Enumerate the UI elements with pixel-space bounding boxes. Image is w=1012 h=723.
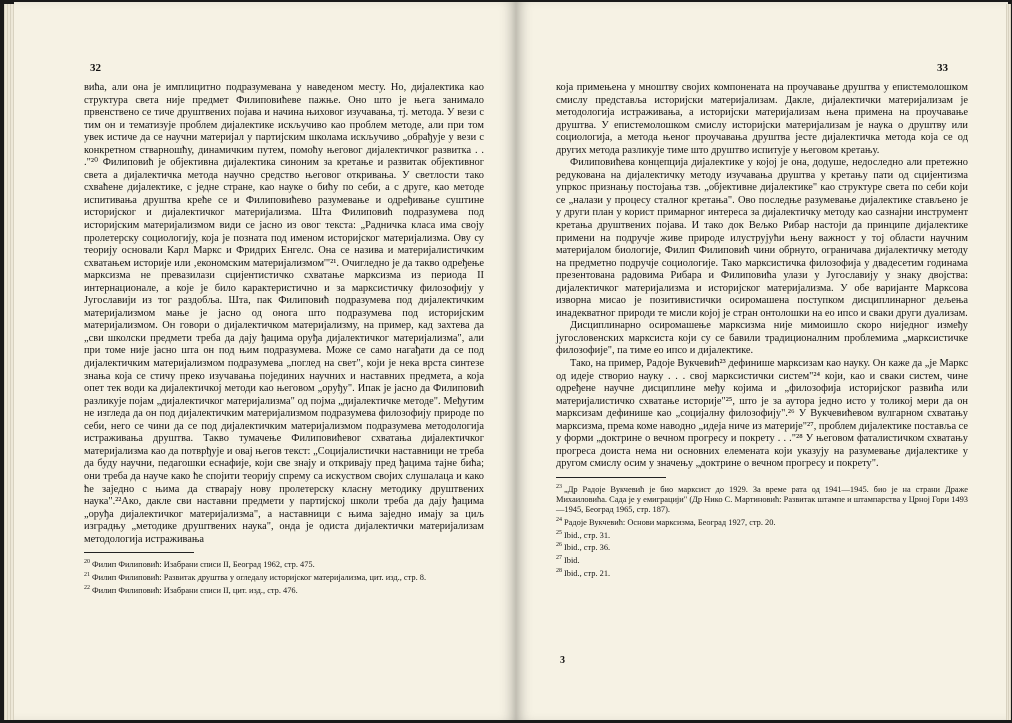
footnote-number: 20	[84, 559, 90, 566]
footnote	[84, 570, 484, 583]
footnote-text: Филип Филиповић: Изабрани списи II, Београд 1962, стр. 475.	[92, 560, 315, 570]
right-footnotes	[556, 482, 968, 579]
footnote-text: Радоје Вукчевић: Основи марксизма, Београд 1927, стр. 20.	[564, 517, 776, 527]
footnote-text: Ibid.	[564, 555, 580, 565]
footnote-text: Ibid., стр. 31.	[564, 530, 611, 540]
footnote	[556, 515, 968, 528]
footnote-text: Филип Филиповић: Изабрани списи II, цит. изд., стр. 476.	[92, 585, 298, 595]
footnote	[556, 553, 968, 566]
page-edges-right	[1006, 4, 1011, 720]
footnote-text: „Др Радоје Вукчевић је био марксист до 1929. За време рата од 1941—1945. био је на страни Драже Михаиловића. Сада је у емиграцији" (Др Нико С. Мартиновић: Развитак штампе и штампарства у Црној Гори 1493—1945, Београд 1965, стр. 187).	[556, 484, 968, 514]
paragraph: вића, али она је имплицитно подразумевана у наведеном месту. Но, дијалектика као структура света није предмет Филиповићеве пажње. Оно што је њега занимало првенствено се тиче друштвених појава и начина њиховог изучавања, тј. метода. У вези с тим он и тематизује проблем дијалектике искључиво као проблем методе, али при том увек истиче да се научни материјал у партијским школама искључиво „обрађује у вези с конкретном стварношћу, динамичким путем, помоћу његовог дијалектичког развитка . . ."²⁰ Филиповић је објективна дијалектика синоним за кретање и развитак објективног света а дијалектичка метода научно средство његовог откривања. У светлости тако схваћене дијалектике, с једне стране, као науке о бићу по себи, а с друге, као методе испитивања друштва креће се и Филиповићево разумевање и одређивање суштине историјског и дијалектичког материјализма. Шта Филиповић подразумева под историјским материјализмом види се јасно из овог текста: „Радничка класа има своју пролетерску социологију, која је позната под именом историјског материјализма. Ову су теорију основали Карл Маркс и Фридрих Енгелс. Она се назива и материјалистичким схватањем историје или ‚економским материјализмом'"²¹. Очигледно је да такво одређење марксизма не превазилази сциjентистичко схватање марксизма из периода II интернационале, а које је било карактеристично и за марксистичку филозофију у Југославији из тог раздобља. Шта, пак Филиповић подразумева под дијалектичким материјализмом мање је јасно од онога што подразумева под историјским материјализмом. Он говори о дијалектичком материјализму, на пример, кад захтева да „сви школски предмети треба да дају ђацима оруђа дијалектичког материјализма", али при томе није јасно шта он под њим подразумева. Може се само нагађати да се под дијалектичким материјализмом подразумева „поглед на свет", који је нека врста синтезе знања која се стичу преко изучавања појединих научних и наставних предмета, а која опет тек води ка дијалектичкој методи као његовом „оруђу". Ипак је јасно да Филиповић разликује појам „дијалектичког материјализма" од појма „дијалектичке методе". Међутим не изгледа да он под дијалектичким материјализмом подразумева филозофију природе по себи, него се чини да се под дијалектичким материјализмом подразумева методологија истраживања друштва. Такво тумачење Филиповићевог схватања дијалектичког материјализма као да потврђује и овај његов текст: „Социјалистички наставници не треба да буду научни, педагошки еснафије, који све знају и откривају пред ђацима тајне бића; они треба да науче како ће спојити теорију спрему са искуством својих слушалаца и како ће заједно с њима да стварају нову пролетерску класну методику друштвених наука".²²Ако, дакле сви наставни предмети у партијској школи треба да дају ђацима „оруђа дијалектичког материјализма", а наставници с њима заједно имају за циљ изградњу „методике друштвених наука", онда је одиста дијалектички материјализам методологија истраживања	[84, 82, 484, 545]
footnote	[556, 540, 968, 553]
footnote-number: 24	[556, 516, 562, 523]
footnote-number: 23	[556, 483, 562, 490]
footnote-text: Филип Филиповић: Развитак друштва у огледалу историјског материјализма, цит. изд., стр. 8.	[92, 572, 427, 582]
paragraph: Филиповићева концепција дијалектике у којој је она, додуше, недоследно али претежно редукована на дијалектичку методу изучавања друштва у кретању пати од сциjентизма упркос признању постојања тзв. „објективне дијалектике" као структуре света по себи који се „налази у процесу сталног кретања". Ово последње разумевање дијалектике стављено је у други план у корист примарног интереса за дијалектичку методу као сазнајни инструмент кретања друштвених појава. И тако док Вељко Рибар настоји да принципе дијалектике примени на подручје живе природе илуструјући њену важност у тој области научним материјалом биологије, Филип Филиповић чини обрнуто, ограничава дијалектичку методу на предметно подручје социологије. Тако марксистичка филозофија у двадесетим годинама презентована радовима Рибара и Филиповића улази у Југославију у знаку двојства: дијалектичког материјализма и историјског материјализма. У обе варијанте Марксова изворна мисао је позитивистички осиромашена поступком дисциплинарног дељења инадекватног природи те мисли којој је стран онтолошки на ео ипсо и сваки други дуализам.	[556, 157, 968, 319]
left-body-text	[84, 82, 484, 546]
right-body-text	[556, 82, 968, 471]
footnote-text: Ibid., стр. 36.	[564, 543, 611, 553]
footnote-number: 22	[84, 584, 90, 591]
footnote-number: 28	[556, 567, 562, 574]
paragraph: Дисциплинарно осиромашење марксизма није мимоишло скоро ниједног између југословенских марксиста који су се бавили традиционалним проблемима „марксистичке филозофије", па тиме ео ипсо и дијалектике.	[556, 320, 968, 357]
footnote	[556, 528, 968, 541]
paragraph: која примењена у мноштву својих компонената на проучавање друштва у епистемолошком смислу представља историјски материјализам. Дакле, дијалектички материјализам је методологија истраживања, а историјски материјализам њена примена на проучавање друштва. У епистемолошком смислу историјски материјализам је наука о друштву или социологија, а метода њеног проучавања друштва јесте дијалектичка метода која се од других метода разликује тиме што друштво испитује у његовом кретању.	[556, 82, 968, 156]
page-number: 32	[90, 62, 101, 74]
right-page	[516, 2, 1008, 720]
printer-signature-mark: 3	[560, 655, 565, 666]
footnote-rule	[556, 477, 666, 478]
paragraph: Тако, на пример, Радоје Вукчевић²³ дефинише марксизам као науку. Он каже да „је Маркс од идеје створио науку . . . свој марксистички систем"²⁴ који, као и сваки систем, чине одређене научне дисциплине међу којима и „филозофија историјског развића или материјалистичко схватање историје"²⁵, што је за аутора једно исто у толикој мери да он марксизам дефинише као „социјалну филозофију".²⁶ У Вукчевићевом вулгарном схватању марксизма, према коме наводно „идеја ниче из материје"²⁷, проблем дијалектике поставља се у форми „доктрине о вечном прогресу и покрету . . ."²⁸ У његовом фаталистичком схватању прогреса доиста нема ни основних елемената који указују на разумевање дијалектике у другом смислу осим у значењу „доктрине о вечном прогресу и покрету".	[556, 358, 969, 470]
footnote	[556, 566, 968, 579]
footnote-rule	[84, 552, 194, 553]
footnote	[84, 583, 484, 596]
left-page	[14, 2, 516, 720]
left-footnotes	[84, 557, 484, 595]
footnote-number: 25	[556, 529, 562, 536]
footnote	[556, 482, 968, 515]
footnote-number: 27	[556, 555, 562, 562]
footnote	[84, 557, 484, 570]
footnote-number: 21	[84, 572, 90, 579]
page-number: 33	[937, 62, 948, 74]
footnote-text: Ibid., стр. 21.	[564, 568, 611, 578]
footnote-number: 26	[556, 542, 562, 549]
